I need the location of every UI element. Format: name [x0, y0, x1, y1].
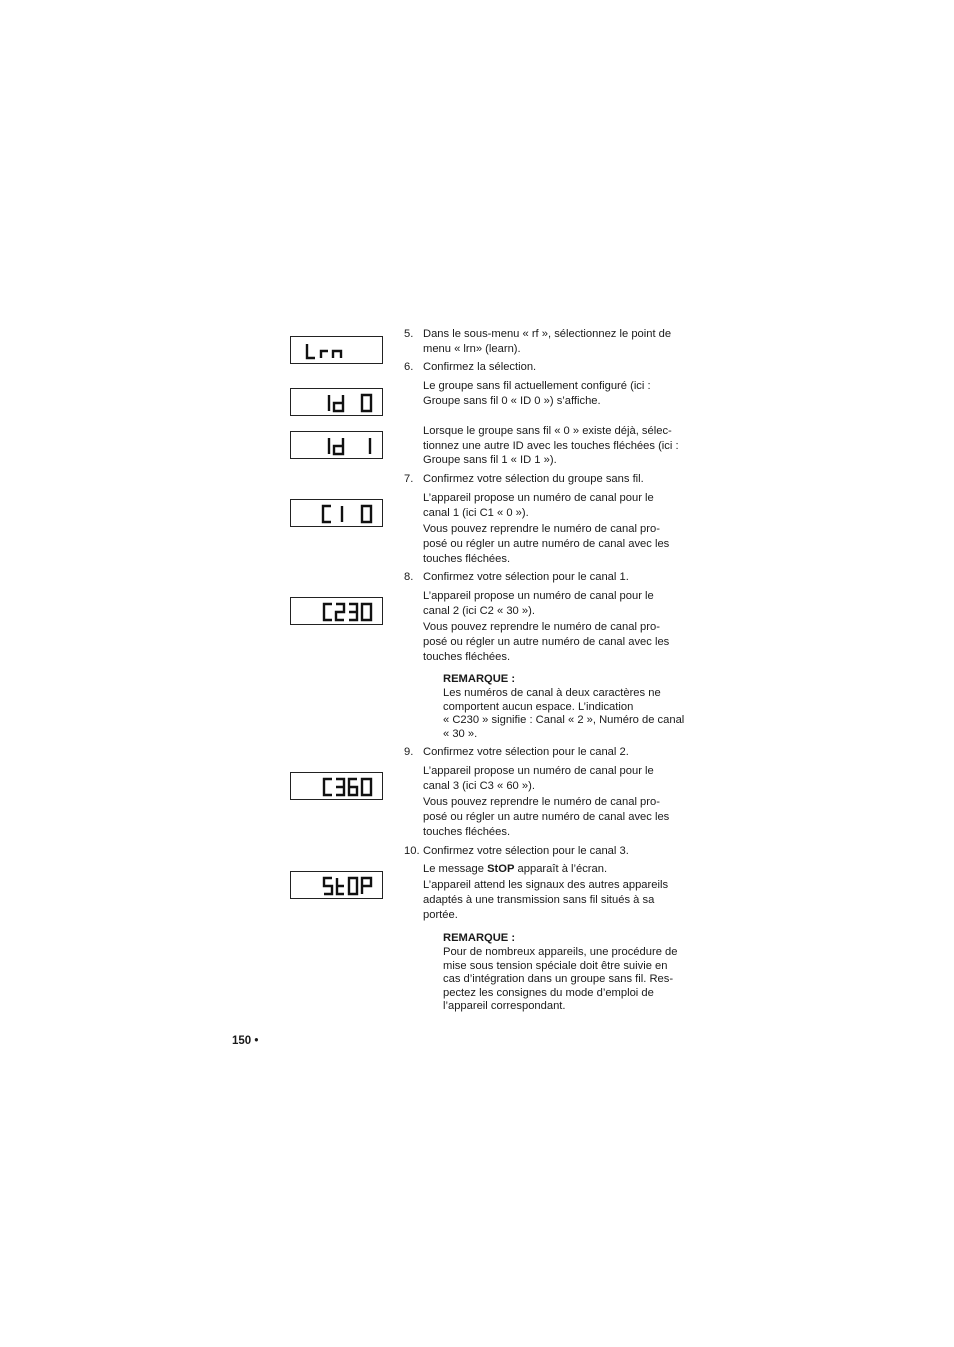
paragraph-text: touches fléchées. [423, 651, 511, 663]
page-number: 150 • [232, 1035, 259, 1047]
note-text: Pour de nombreux appareils, une procédure de [443, 946, 678, 958]
paragraph-text: Groupe sans fil 1 « ID 1 »). [423, 454, 557, 466]
paragraph-text-post: apparaît à l’écran. [514, 863, 608, 875]
paragraph-text: Le groupe sans fil actuellement configuré (ici : [423, 380, 651, 392]
note-title: REMARQUE : [443, 932, 516, 944]
note-text: « C230 » signifie : Canal « 2 », Numéro de canal [443, 714, 685, 726]
note-text: comportent aucun espace. L’indication [443, 701, 634, 713]
display-c230 [290, 597, 383, 625]
paragraph-text: posé ou régler un autre numéro de canal avec les [423, 811, 670, 823]
paragraph-text: L’appareil attend les signaux des autres appareils [423, 879, 669, 891]
paragraph-text: portée. [423, 909, 458, 921]
paragraph-text: Groupe sans fil 0 « ID 0 ») s’affiche. [423, 395, 601, 407]
paragraph-text: L’appareil propose un numéro de canal pour le [423, 492, 654, 504]
paragraph-text: posé ou régler un autre numéro de canal avec les [423, 636, 670, 648]
paragraph-text: touches fléchées. [423, 553, 511, 565]
step-number: 7. [404, 473, 414, 485]
paragraph-text [423, 862, 607, 877]
display-id0 [290, 388, 383, 416]
paragraph-text: canal 3 (ici C3 « 60 »). [423, 780, 535, 792]
paragraph-text: Lorsque le groupe sans fil « 0 » existe déjà, sélec- [423, 425, 672, 437]
stop-message: StOP [487, 863, 515, 875]
note-title: REMARQUE : [443, 673, 516, 685]
step-text: Confirmez votre sélection pour le canal 3. [423, 845, 629, 857]
paragraph-text: L’appareil propose un numéro de canal pour le [423, 590, 654, 602]
step-number: 9. [404, 746, 414, 758]
step-text: Confirmez votre sélection du groupe sans fil. [423, 473, 644, 485]
paragraph-text: Vous pouvez reprendre le numéro de canal pro- [423, 796, 660, 808]
display-id1 [290, 431, 383, 459]
step-number: 6. [404, 361, 414, 373]
step-number: 5. [404, 328, 414, 340]
paragraph-text: adaptés à une transmission sans fil situés à sa [423, 894, 655, 906]
display-stop [290, 871, 383, 899]
note-text: Les numéros de canal à deux caractères ne [443, 687, 661, 699]
paragraph-text: canal 2 (ici C2 « 30 »). [423, 605, 535, 617]
display-lrn [290, 336, 383, 364]
note-text: pectez les consignes du mode d’emploi de [443, 987, 654, 999]
paragraph-text-pre: Le message [423, 863, 488, 875]
step-text: menu « lrn» (learn). [423, 343, 521, 355]
paragraph-text: canal 1 (ici C1 « 0 »). [423, 507, 529, 519]
note-text: cas d’intégration dans un groupe sans fil. Res- [443, 973, 674, 985]
step-text: Confirmez la sélection. [423, 361, 537, 373]
paragraph-text: posé ou régler un autre numéro de canal avec les [423, 538, 670, 550]
step-text: Confirmez votre sélection pour le canal 1. [423, 571, 629, 583]
note-text: l’appareil correspondant. [443, 1000, 566, 1012]
display-c360 [290, 772, 383, 800]
step-text: Confirmez votre sélection pour le canal 2. [423, 746, 629, 758]
display-c10 [290, 499, 383, 527]
step-text: Dans le sous-menu « rf », sélectionnez le point de [423, 328, 672, 340]
step-number: 8. [404, 571, 414, 583]
paragraph-text: Vous pouvez reprendre le numéro de canal pro- [423, 621, 660, 633]
step-number: 10. [404, 845, 420, 857]
paragraph-text: touches fléchées. [423, 826, 511, 838]
note-text: « 30 ». [443, 728, 478, 740]
note-text: mise sous tension spéciale doit être suivie en [443, 960, 668, 972]
paragraph-text: tionnez une autre ID avec les touches fléchées (ici : [423, 440, 679, 452]
paragraph-text: Vous pouvez reprendre le numéro de canal pro- [423, 523, 660, 535]
paragraph-text: L’appareil propose un numéro de canal pour le [423, 765, 654, 777]
